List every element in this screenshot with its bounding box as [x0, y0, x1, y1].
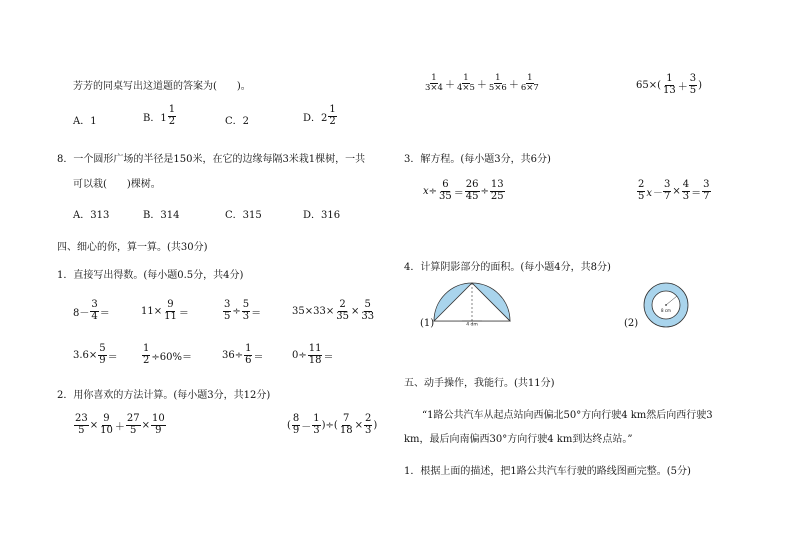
q7-option-a[interactable]: A．1: [73, 116, 97, 127]
bus-description-line2: km，最后向南偏西30°方向行驶4 km到达终点站。”: [404, 434, 633, 445]
fig1-label: (1): [420, 318, 435, 329]
calc-distributive-a: $\frac{23}{5}$ × $\frac{9}{10}$ ＋ $\frac{27}{5}$ × $\frac{10}{9}$: [75, 413, 165, 436]
q7-text: 芳芳的同桌写出这道题的答案为( )。: [73, 81, 251, 92]
q8-option-c[interactable]: C．315: [225, 210, 262, 221]
q7-option-d[interactable]: D．2 $\frac{1}{2}$: [303, 104, 336, 127]
s1-title: 1．直接写出得数。(每小题0.5分，共4分): [57, 270, 244, 281]
calc-parentheses-b: ( $\frac{8}{9}$ － $\frac{1}{3}$ )÷( $\frac{7}{18}$ × $\frac{2}{3}$ ): [287, 413, 378, 436]
s3-title: 3．解方程。(每小题3分，共6分): [404, 154, 551, 165]
calc-3-5-div-5-3: $\frac{3}{5}$ ÷ $\frac{5}{3}$ ＝: [224, 299, 262, 322]
fraction: $\frac{1}{2}$: [329, 104, 336, 127]
fraction: $\frac{1}{2}$: [168, 104, 176, 127]
q7-option-b[interactable]: B．1 $\frac{1}{2}$: [143, 104, 176, 127]
q8-option-a[interactable]: A．313: [73, 210, 110, 221]
q7-option-c[interactable]: C．2: [225, 116, 250, 127]
s2-title: 2．用你喜欢的方法计算。(每小题3分，共12分): [57, 390, 271, 401]
section4-title: 四、细心的你，算一算。(共30分): [57, 242, 208, 253]
calc-11-times-9-11: 11× $\frac{9}{11}$ ＝: [141, 299, 189, 322]
figure-ring: [642, 281, 690, 329]
q8-line1: 8．一个圆形广场的半径是150米，在它的边缘每隔3米栽1棵树，一共: [57, 154, 366, 165]
calc-35-33: 35×33× $\frac{2}{35}$ × $\frac{5}{33}$: [292, 299, 375, 322]
calc-0-div-11-18: 0÷ $\frac{11}{18}$ ＝: [292, 343, 334, 366]
calc-1-2-div-60: $\frac{1}{2}$ ÷60%＝: [143, 343, 192, 366]
s4-title: 4．计算阴影部分的面积。(每小题4分，共8分): [404, 262, 611, 273]
fig2-label: (2): [624, 318, 639, 329]
q8-line2: 可以栽( )棵树。: [73, 179, 161, 190]
calc-65-times: 65×( $\frac{1}{13}$ ＋ $\frac{3}{5}$ ): [636, 73, 703, 96]
calc-8-minus-3-4: 8－ $\frac{3}{4}$ ＝: [73, 299, 110, 322]
fig2-dim: 8 cm: [661, 308, 671, 313]
calc-telescoping-sum: $\frac{1}{3\times 4}$ ＋ $\frac{1}{4\times 5}$ ＋ $\frac{1}{5\times 6}$ ＋ $\frac{1}{6\times 7}$: [425, 73, 539, 93]
section5-title: 五、动手操作，我能行。(共11分): [404, 378, 555, 389]
equation-1: x÷ $\frac{6}{35}$ ＝ $\frac{26}{45}$ ÷ $\frac{13}{25}$: [423, 179, 504, 202]
calc-36-div-1-6: 36÷ $\frac{1}{6}$ ＝: [222, 343, 264, 366]
q8-option-b[interactable]: B．314: [143, 210, 180, 221]
figure-semicircle: [432, 278, 512, 328]
fig1-dim: 4 dm: [466, 322, 478, 328]
equation-2: $\frac{2}{5}$ x－ $\frac{3}{7}$ × $\frac{4}{3}$ ＝ $\frac{3}{7}$: [638, 179, 710, 202]
q5-1: 1．根据上面的描述，把1路公共汽车行驶的路线图画完整。(5分): [404, 466, 691, 477]
bus-description-line1: “1路公共汽车从起点站向西偏北50°方向行驶4 km然后向西行驶3: [422, 410, 713, 421]
calc-3-6-times-5-9: 3.6× $\frac{5}{9}$ ＝: [73, 343, 118, 366]
q8-option-d[interactable]: D．316: [303, 210, 341, 221]
